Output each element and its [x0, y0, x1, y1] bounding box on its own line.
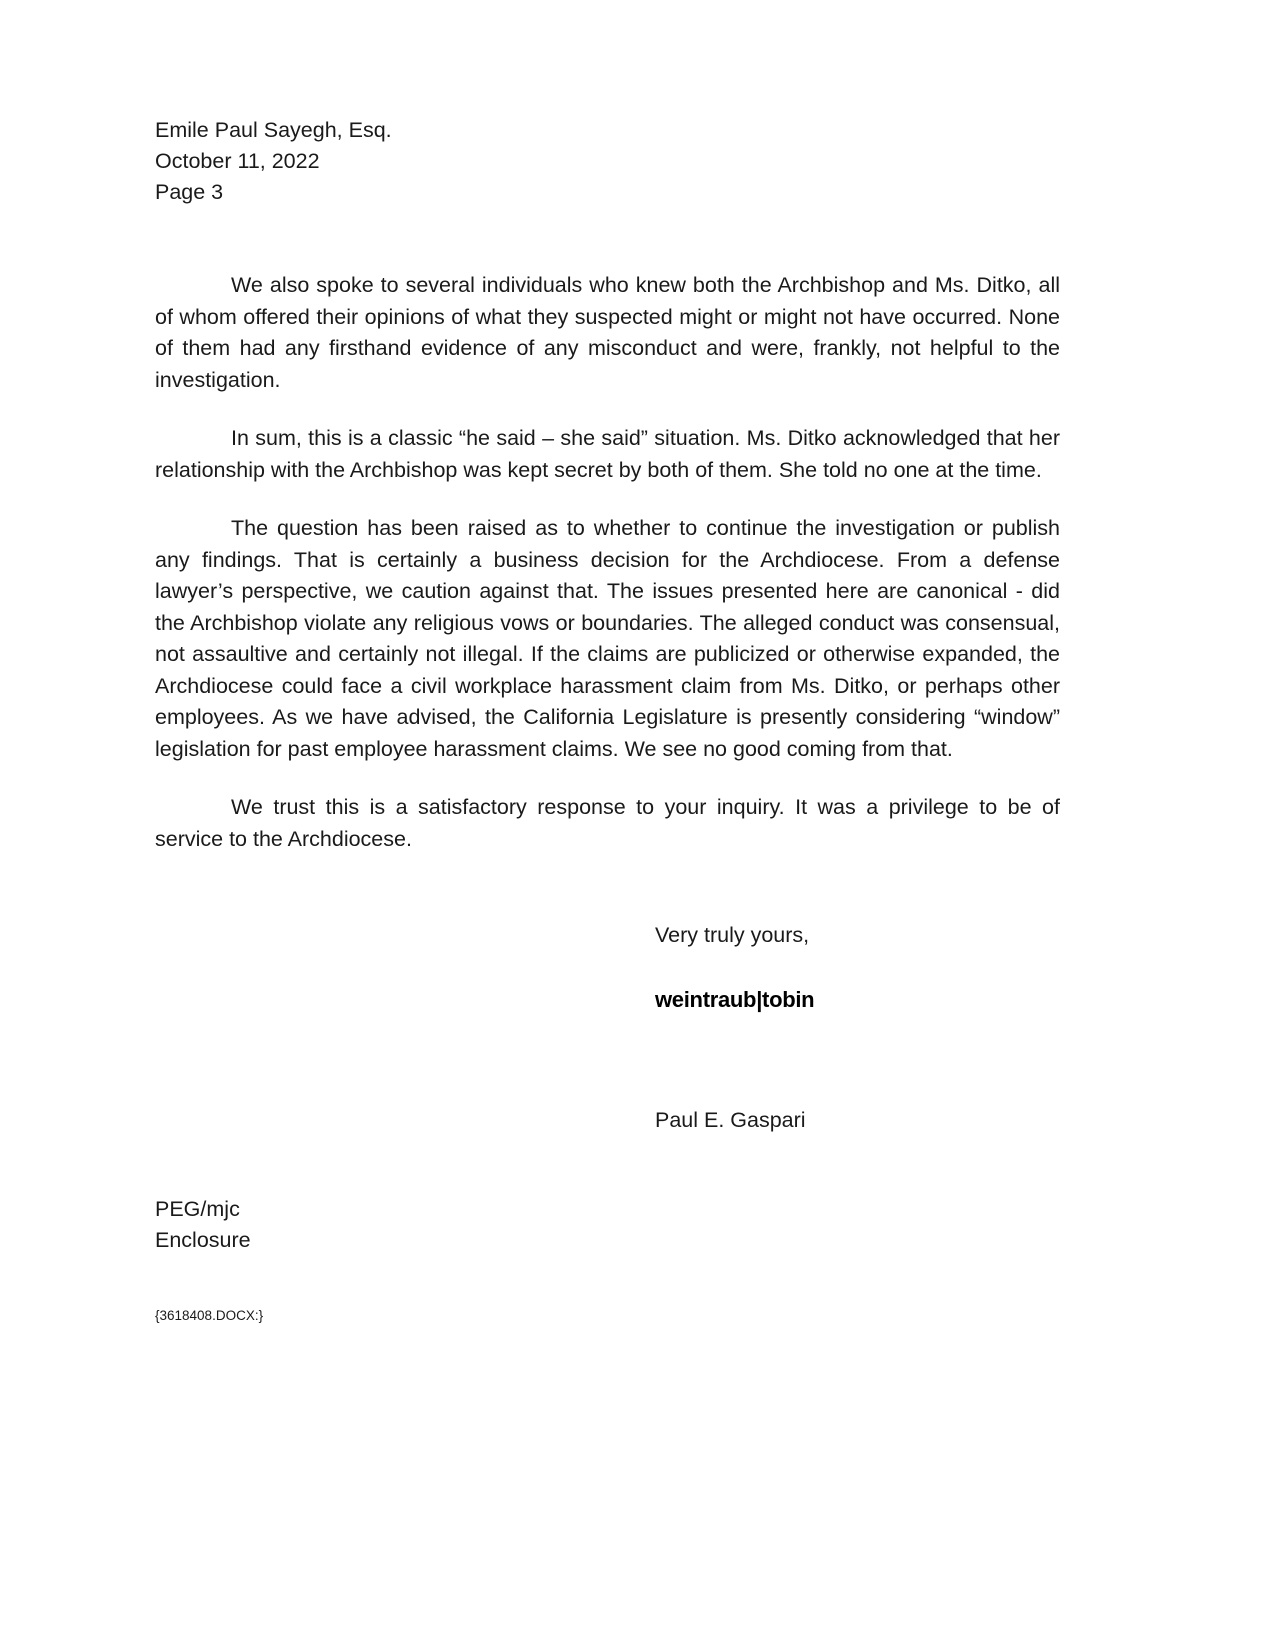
header-page-number: Page 3: [155, 180, 224, 204]
reference-initials-block: [155, 1194, 1060, 1256]
closing-salutation: Very truly yours,: [655, 923, 810, 947]
body-paragraph-4: We trust this is a satisfactory response to your inquiry. It was a privilege to be of service to the Archdiocese.: [155, 795, 1060, 851]
signer-name: Paul E. Gaspari: [655, 1108, 806, 1132]
author-typist-initials: PEG/mjc: [155, 1197, 240, 1221]
body-paragraph-2: In sum, this is a classic “he said – she said” situation. Ms. Ditko acknowledged that her relationship with the Archbishop was kept secret by both of them. She told no one at the time.: [155, 426, 1060, 482]
firm-logo-wordmark: weintraub|tobin: [655, 987, 815, 1012]
document-footer-code: {3618408.DOCX:}: [155, 1308, 264, 1323]
enclosure-notation: Enclosure: [155, 1228, 251, 1252]
body-paragraph-1: We also spoke to several individuals who knew both the Archbishop and Ms. Ditko, all of whom offered their opinions of what they suspected might or might not have occurred. None of them had any firsthand evidence of any misconduct and were, frankly, not helpful to the investigation.: [155, 273, 1060, 392]
document-content: [155, 115, 1060, 1323]
body-paragraph-3: The question has been raised as to whether to continue the investigation or publish any findings. That is certainly a business decision for the Archdiocese. From a defense lawyer’s perspective, we caution against that. The issues presented here are canonical - did the Archbishop violate any religious vows or boundaries. The alleged conduct was consensual, not assaultive and certainly not illegal. If the claims are publicized or otherwise expanded, the Archdiocese could face a civil workplace harassment claim from Ms. Ditko, or perhaps other employees. As we have advised, the California Legislature is presently considering “window” legislation for past employee harassment claims. We see no good coming from that.: [155, 516, 1060, 761]
header-recipient: Emile Paul Sayegh, Esq.: [155, 118, 392, 142]
letter-body: [155, 270, 1060, 855]
letter-header: [155, 115, 1060, 208]
header-date: October 11, 2022: [155, 149, 320, 173]
